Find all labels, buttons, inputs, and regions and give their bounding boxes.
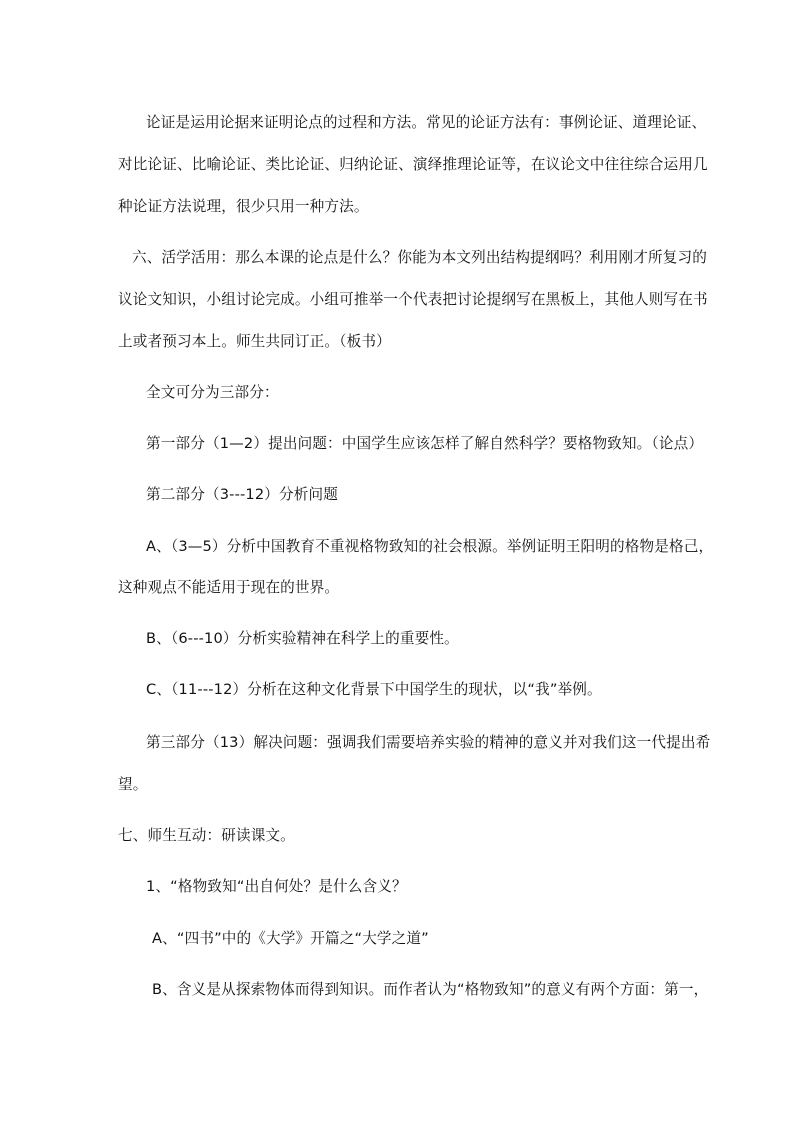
text-line: 第二部分（3---12）分析问题 <box>146 486 338 503</box>
text-line: 第三部分（13）解决问题：强调我们需要培养实验的精神的意义并对我们这一代提出希 <box>146 734 711 751</box>
text-line: B、（6---10）分析实验精神在科学上的重要性。 <box>146 630 459 647</box>
text-line: 望。 <box>118 776 148 793</box>
text-line: 七、师生互动：研读课文。 <box>118 827 295 844</box>
text-line: 对比论证、比喻论证、类比论证、归纳论证、演绎推理论证等，在议论文中往往综合运用几 <box>118 156 708 173</box>
text-line: 第一部分（1—2）提出问题：中国学生应该怎样了解自然科学？要格物致知。（论点） <box>146 435 704 452</box>
text-line: 1、“格物致知“出自何处？是什么含义？ <box>146 878 407 895</box>
text-line: 全文可分为三部分： <box>146 384 279 401</box>
text-line: C、（11---12）分析在这种文化背景下中国学生的现状，以“我”举例。 <box>146 681 602 698</box>
text-line: 这种观点不能适用于现在的世界。 <box>118 579 340 596</box>
text-line: 议论文知识，小组讨论完成。小组可推举一个代表把讨论提纲写在黑板上，其他人则写在书 <box>118 291 708 308</box>
text-line: 种论证方法说理，很少只用一种方法。 <box>118 198 369 215</box>
text-line: A、（3—5）分析中国教育不重视格物致知的社会根源。举例证明王阳明的格物是格己， <box>146 538 714 555</box>
text-line: B、含义是从探索物体而得到知识。而作者认为“格物致知”的意义有两个方面：第一， <box>152 981 709 998</box>
text-line: 论证是运用论据来证明论点的过程和方法。常见的论证方法有：事例论证、道理论证、 <box>146 114 707 131</box>
text-line: 六、活学活用：那么本课的论点是什么？你能为本文列出结构提纲吗？利用刚才所复习的 <box>132 249 708 266</box>
text-line: 上或者预习本上。师生共同订正。（板书） <box>118 333 391 350</box>
text-line: A、“四书”中的《大学》开篇之“大学之道” <box>152 930 429 947</box>
